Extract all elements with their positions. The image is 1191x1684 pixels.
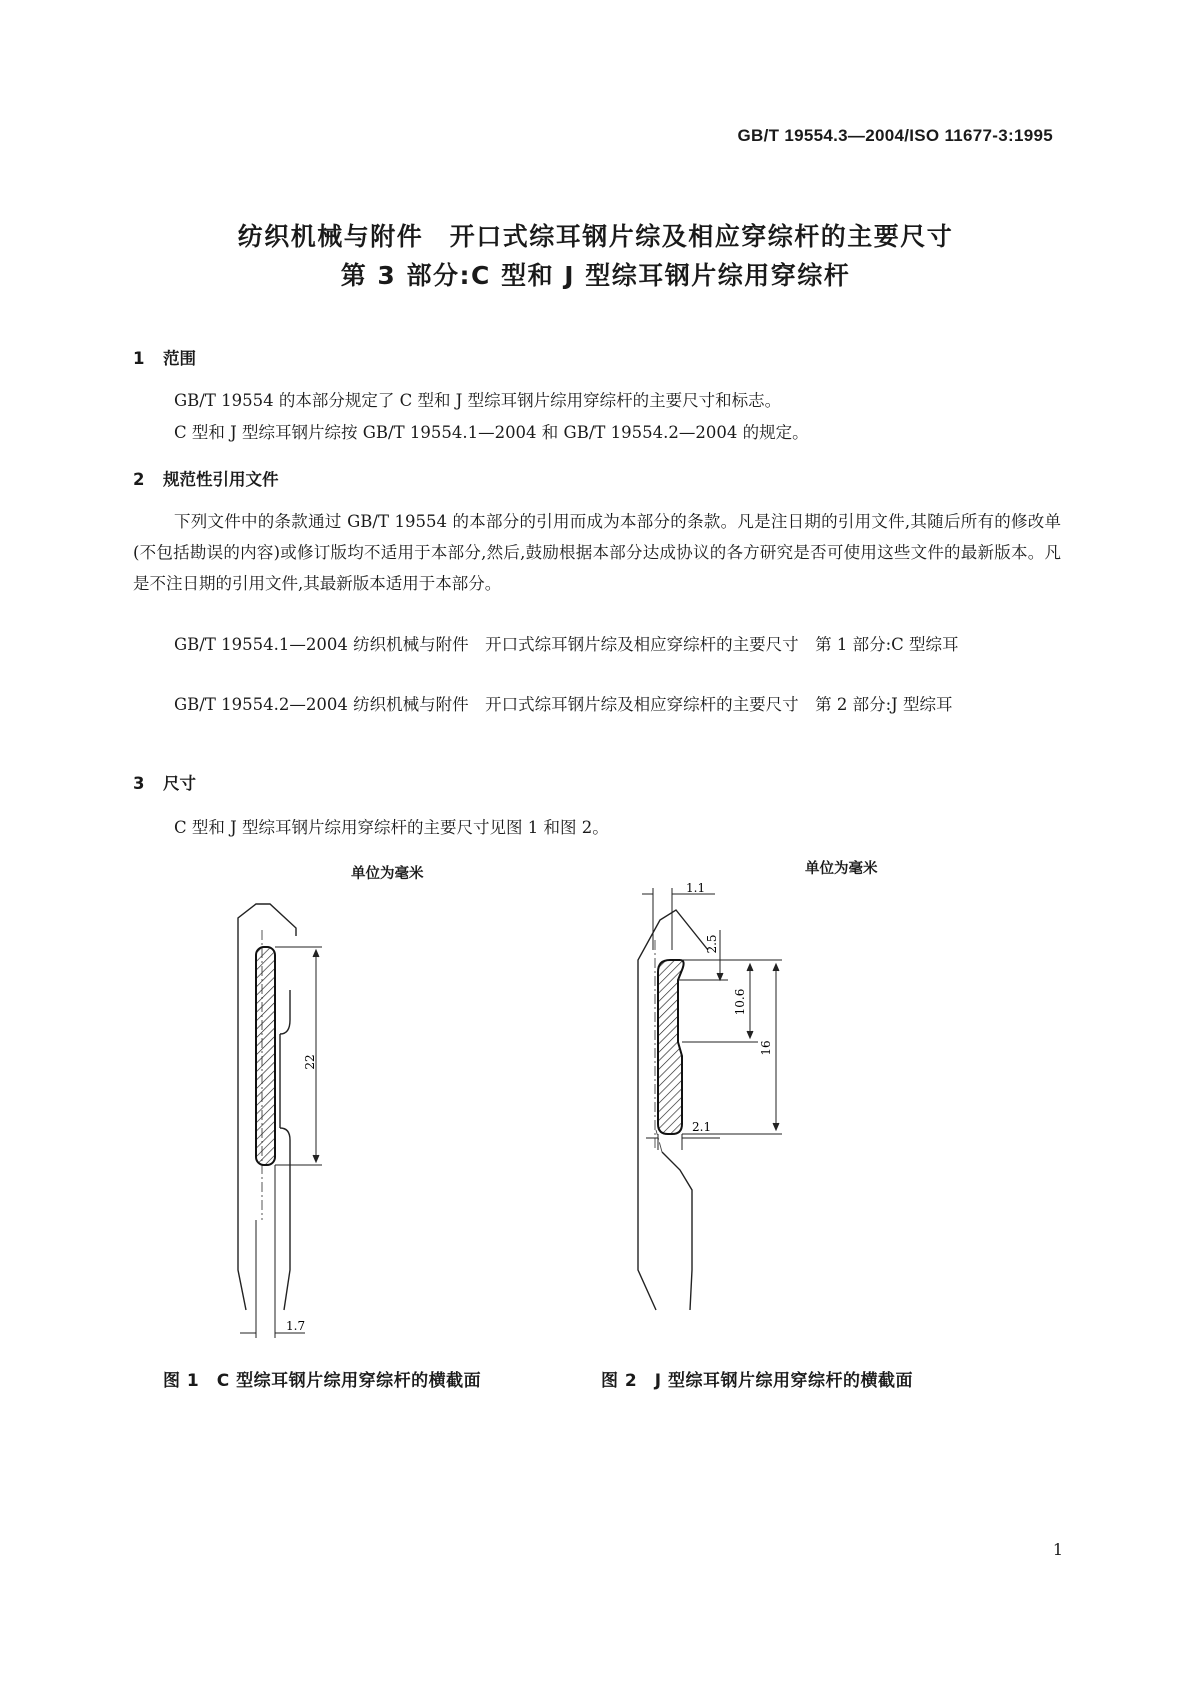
dimension-thickness-1-7: 1.7: [286, 1319, 306, 1333]
section-title: 规范性引用文件: [163, 470, 279, 489]
section-number: 1: [133, 349, 145, 368]
title-line-1: 纺织机械与附件 开口式综耳钢片综及相应穿综杆的主要尺寸: [237, 222, 954, 251]
section-2-paragraph-1: 下列文件中的条款通过 GB/T 19554 的本部分的引用而成为本部分的条款。凡是注日期的引用文件,其随后所有的修改单(不包括勘误的内容)或修订版均不适用于本部分,然后,鼓励根据本部分达成协议的各方研究是否可使用这些文件的最新版本。凡是不注日期的引用文件,其最新版本适用于本部分。: [133, 512, 1061, 593]
figure-1-caption: 图 1 C 型综耳钢片综用穿综杆的横截面: [163, 1371, 482, 1391]
figure-2-unit-note: 单位为毫米: [805, 861, 878, 877]
heald-rod-section: [658, 960, 684, 1134]
dimension-top-1-1: 1.1: [686, 881, 706, 895]
section-1-paragraph-2: C 型和 J 型综耳钢片综按 GB/T 19554.1—2004 和 GB/T 19554.2—2004 的规定。: [174, 423, 809, 442]
section-3-paragraph-1: C 型和 J 型综耳钢片综用穿综杆的主要尺寸见图 1 和图 2。: [174, 818, 609, 837]
section-1-paragraph-1: GB/T 19554 的本部分规定了 C 型和 J 型综耳钢片综用穿综杆的主要尺寸和标志。: [174, 391, 782, 410]
dimension-2-5: 2.5: [705, 934, 719, 954]
heald-rod-section: [256, 947, 275, 1165]
figure-2-drawing: [610, 880, 840, 1330]
section-number: 3: [133, 774, 145, 793]
section-number: 2: [133, 470, 145, 489]
section-title: 尺寸: [163, 774, 196, 793]
dimension-16: 16: [759, 1040, 773, 1056]
dimension-2-1: 2.1: [692, 1120, 712, 1134]
section-3-heading: [133, 770, 196, 794]
dimension-length-22: 22: [303, 1054, 317, 1070]
dimension-10-6: 10.6: [733, 988, 747, 1016]
figure-1-unit-note: 单位为毫米: [351, 866, 424, 882]
section-title: 范围: [163, 349, 196, 368]
section-1-heading: [133, 345, 196, 369]
dimension-lines: [240, 947, 322, 1338]
standard-number: GB/T 19554.3—2004/ISO 11677-3:1995: [737, 126, 1053, 145]
title-line-2: 第 3 部分:C 型和 J 型综耳钢片综用穿综杆: [340, 261, 851, 290]
section-2-heading: [133, 466, 279, 490]
page-number: 1: [1052, 1540, 1063, 1559]
figure-1-drawing: [200, 890, 400, 1350]
reference-1: GB/T 19554.1—2004 纺织机械与附件 开口式综耳钢片综及相应穿综杆的主要尺寸 第 1 部分:C 型综耳: [174, 635, 959, 654]
reference-2: GB/T 19554.2—2004 纺织机械与附件 开口式综耳钢片综及相应穿综杆的主要尺寸 第 2 部分:J 型综耳: [174, 695, 953, 714]
figure-2-caption: 图 2 J 型综耳钢片综用穿综杆的横截面: [601, 1371, 913, 1391]
